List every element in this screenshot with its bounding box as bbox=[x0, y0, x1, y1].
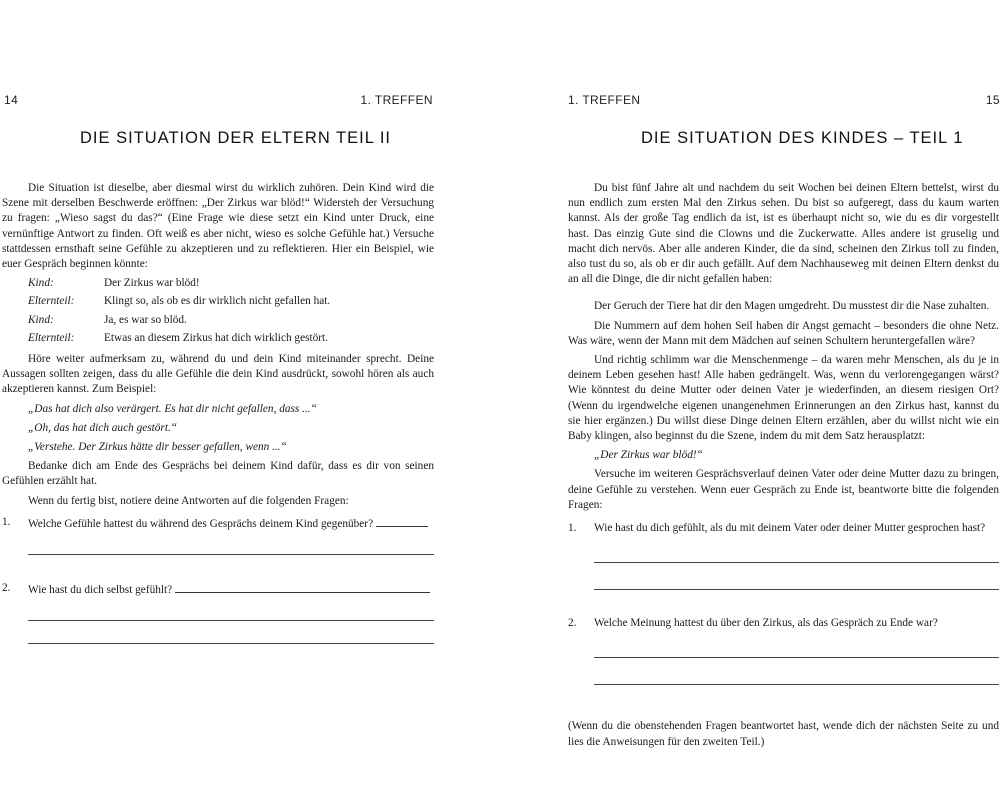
page-number: 14 bbox=[4, 93, 19, 107]
answer-line[interactable] bbox=[594, 631, 999, 658]
question-1 bbox=[568, 521, 999, 536]
answer-line[interactable] bbox=[28, 598, 434, 621]
question-text: Welche Meinung hattest du über den Zirkus, als das Gespräch zu Ende war? bbox=[594, 617, 938, 630]
dialogue-text: Ja, es war so blöd. bbox=[104, 313, 187, 326]
dialogue-line bbox=[28, 331, 434, 346]
story-paragraph: Die Nummern auf dem hohen Seil haben dir Angst gemacht – besonders die ohne Netz. Was wäre, wenn der Mann mit dem Mädchen auf seinen Schultern heruntergefallen wäre? bbox=[568, 319, 999, 347]
answer-line[interactable] bbox=[594, 563, 999, 590]
question-number: 2. bbox=[2, 582, 11, 595]
answer-line[interactable] bbox=[594, 658, 999, 685]
example-quote: „Oh, das hat dich auch gestört.“ bbox=[28, 421, 178, 434]
story-paragraph: Der Geruch der Tiere hat dir den Magen umgedreht. Du musstest dir die Nase zuhalten. bbox=[594, 300, 990, 313]
question-2 bbox=[568, 616, 999, 631]
answer-line[interactable] bbox=[28, 532, 434, 555]
section-title: DIE SITUATION DER ELTERN TEIL II bbox=[80, 129, 392, 147]
thanks-paragraph: Bedanke dich am Ende des Gesprächs bei deinem Kind dafür, dass es dir von seinen Gefühlen erzählt hat. bbox=[2, 460, 434, 488]
example-quote: „Verstehe. Der Zirkus hätte dir besser gefallen, wenn ...“ bbox=[28, 441, 287, 454]
example-quote: „Der Zirkus war blöd!“ bbox=[594, 449, 703, 462]
question-2 bbox=[2, 581, 434, 598]
section-title: DIE SITUATION DES KINDES – TEIL 1 bbox=[641, 129, 964, 147]
listen-paragraph: Höre weiter aufmerksam zu, während du und dein Kind miteinander sprecht. Deine Aussagen sollten zeigen, dass du alle Gefühle die dein Kind ausdrückt, sowohl hören als auch akzeptieren kannst. Zum Beispiel: bbox=[2, 353, 434, 396]
question-text: Wie hast du dich selbst gefühlt? bbox=[28, 584, 173, 597]
story-paragraph: Du bist fünf Jahre alt und nachdem du seit Wochen bei deinen Eltern bettelst, wirst du nun endlich zum ersten Mal den Zirkus sehen. Du bist so aufgeregt, dass du kaum warten kannst. Als der große Tag endlich da ist, ist es überhaupt nicht so, wie du es dir vorgestellt hast. Das einzig Gute sind die Clowns und die Zuckerwatte. Alles andere ist gruselig und macht dich nervös. Aber alle anderen Kinder, die da sind, scheinen den Zirkus toll zu finden, also tust du so, als ob er dir auch gefällt. Auf dem Nachhauseweg mit deinen Eltern denkst du an all die Dinge, die dir nicht gefallen haben: bbox=[568, 182, 999, 286]
dialogue-text: Etwas an diesem Zirkus hat dich wirklich gestört. bbox=[104, 331, 329, 344]
answer-blank[interactable] bbox=[175, 581, 430, 593]
question-number: 1. bbox=[568, 522, 577, 535]
example-quote: „Das hat dich also verärgert. Es hat dir nicht gefallen, dass ...“ bbox=[28, 402, 317, 415]
question-1 bbox=[2, 515, 434, 532]
continue-paragraph: Versuche im weiteren Gesprächsverlauf deinen Vater oder deine Mutter dazu zu bringen, deine Gefühle zu verstehen. Wenn euer Gespräch zu Ende ist, beantworte bitte die folgenden Fragen: bbox=[568, 468, 999, 511]
running-head: 1. TREFFEN bbox=[360, 93, 433, 107]
dialogue-role: Kind: bbox=[28, 277, 54, 290]
dialogue-text: Klingt so, als ob es dir wirklich nicht gefallen hat. bbox=[104, 295, 331, 308]
dialogue-role: Elternteil: bbox=[28, 295, 75, 308]
intro-paragraph: Die Situation ist dieselbe, aber diesmal wirst du wirklich zuhören. Dein Kind wird die Szene mit derselben Beschwerde eröffnen: „Der Zirkus war blöd!“ Widersteh der Versuchung zu fragen: „Wieso sagst du das?“ (Eine Frage wie diese setzt ein Kind unter Druck, eine vernünftige Antwort zu finden. Oft weiß es aber nicht, wieso es solche Gefühle hat.) Versuche stattdessen ernsthaft seine Gefühle zu akzeptieren und zu reflektieren. Hier ein Beispiel, wie euer Gespräch beginnen könnte: bbox=[2, 182, 434, 271]
question-number: 1. bbox=[2, 515, 11, 528]
footer-note: (Wenn du die obenstehenden Fragen beantwortet hast, wende dich der nächsten Seite zu und lies die Anweisungen für den zweiten Teil.) bbox=[568, 720, 999, 748]
story-paragraph: Und richtig schlimm war die Menschenmenge – da waren mehr Menschen, als du je in deinem Leben gesehen hast! Alle haben gedrängelt. Was, wenn du verlorengegangen wärst? Wie könntest du deine Mutter oder deinen Vater je wiederfinden, an diesem riesigen Ort? (Wenn du irgendwelche eigenen unangenehmen Erinnerungen an den Zirkus hast, kannst du sie hier ergänzen.) Du willst diese Dinge deinen Eltern erzählen, aber du willst nicht wie ein Baby klingen, also beginnst du die Szene, indem du mit dem Satz herausplatzt: bbox=[568, 354, 999, 443]
dialogue-line bbox=[28, 276, 434, 291]
dialogue-line bbox=[28, 313, 434, 328]
example-dialogue bbox=[28, 276, 434, 346]
question-number: 2. bbox=[568, 617, 577, 630]
running-head: 1. TREFFEN bbox=[568, 93, 641, 107]
left-body bbox=[2, 181, 434, 644]
dialogue-text: Der Zirkus war blöd! bbox=[104, 277, 200, 290]
dialogue-line bbox=[28, 294, 434, 309]
answer-line[interactable] bbox=[28, 621, 434, 644]
question-text: Wie hast du dich gefühlt, als du mit deinem Vater oder deiner Mutter gesprochen hast? bbox=[594, 522, 986, 535]
right-page bbox=[500, 0, 1000, 800]
page-number: 15 bbox=[985, 93, 1000, 107]
dialogue-role: Elternteil: bbox=[28, 331, 75, 344]
question-text: Welche Gefühle hattest du während des Gesprächs deinem Kind gegenüber? bbox=[28, 517, 374, 530]
dialogue-role: Kind: bbox=[28, 313, 54, 326]
answer-line[interactable] bbox=[594, 536, 999, 563]
answer-blank[interactable] bbox=[376, 515, 428, 527]
right-body bbox=[568, 181, 999, 754]
instructions-paragraph: Wenn du fertig bist, notiere deine Antworten auf die folgenden Fragen: bbox=[28, 494, 349, 507]
